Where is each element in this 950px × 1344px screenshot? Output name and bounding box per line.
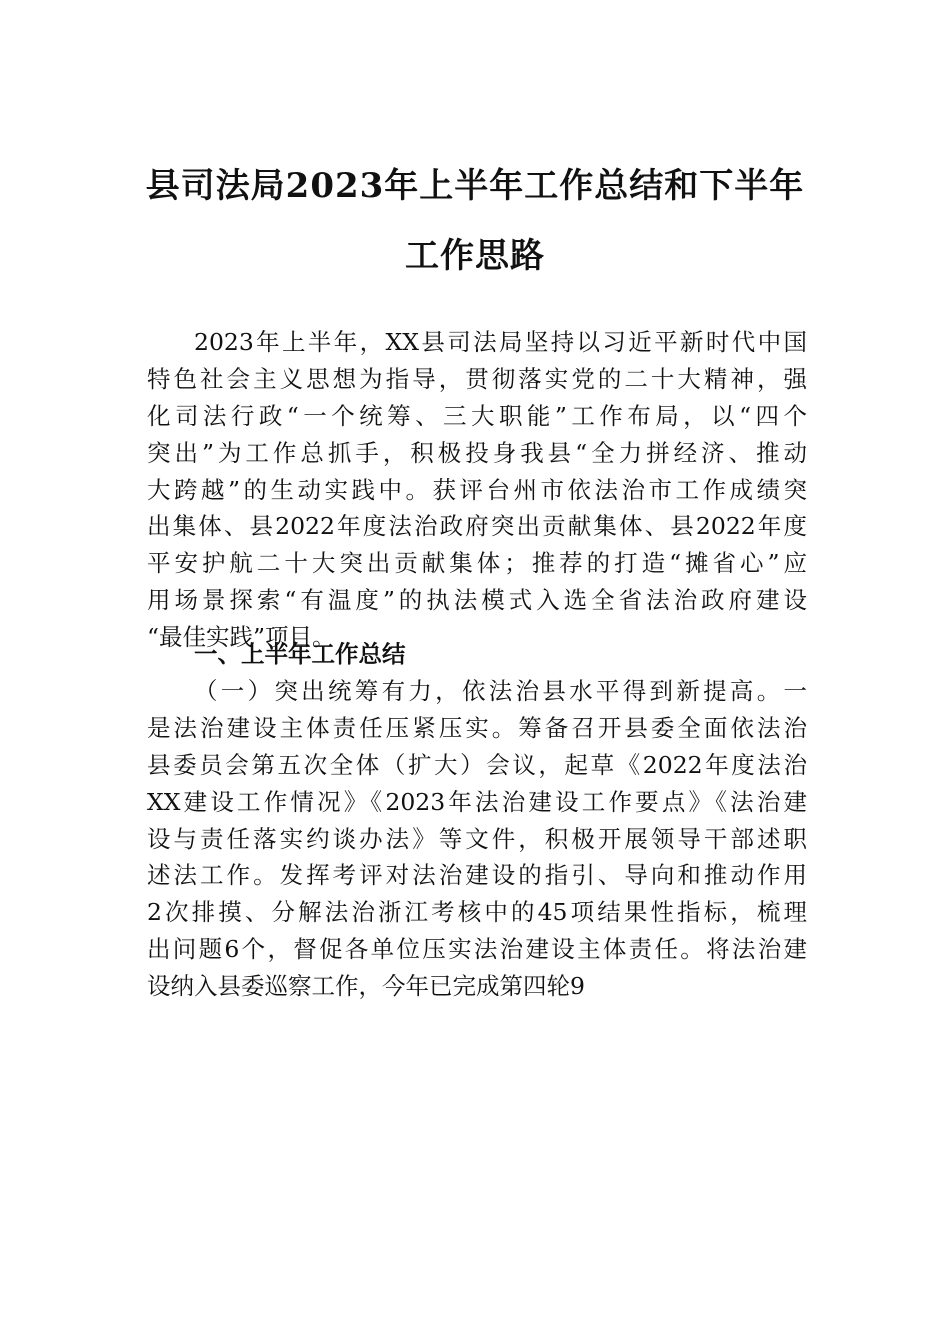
paragraph-line: 县委员会第五次全体（扩大）会议，起草《2022年度法治 [147, 750, 807, 779]
paragraph-line: 平安护航二十大突出贡献集体；推荐的打造“摊省心”应 [147, 549, 807, 578]
document-title-line-1: 县司法局2023年上半年工作总结和下半年 [145, 166, 805, 206]
document-title-line-2: 工作思路 [405, 236, 545, 276]
paragraph-line: “最佳实践”项目。 [147, 623, 336, 652]
paragraph-line: 特色社会主义思想为指导，贯彻落实党的二十大精神，强 [147, 364, 807, 393]
paragraph-line: （一）突出统筹有力，依法治县水平得到新提高。一 [194, 677, 807, 705]
paragraph-line: 2次排摸、分解法治浙江考核中的45项结果性指标，梳理 [147, 898, 807, 927]
paragraph-line: 出问题6个，督促各单位压实法治建设主体责任。将法治建 [147, 935, 807, 964]
paragraph-line: 设纳入县委巡察工作，今年已完成第四轮9 [147, 972, 585, 1001]
intro-paragraph [147, 324, 807, 656]
paragraph-line: 化司法行政“一个统筹、三大职能”工作布局，以“四个 [147, 401, 807, 430]
section-paragraph [147, 673, 807, 1005]
paragraph-line: 2023年上半年，XX县司法局坚持以习近平新时代中国 [194, 328, 807, 356]
section-heading: 一、上半年工作总结 [194, 640, 406, 668]
paragraph-line: 用场景探索“有温度”的执法模式入选全省法治政府建设 [147, 586, 807, 615]
paragraph-line: XX建设工作情况》《2023年法治建设工作要点》《法治建 [147, 787, 807, 816]
paragraph-line: 突出”为工作总抓手，积极投身我县“全力拼经济、推动 [147, 438, 807, 467]
section-heading-container [147, 636, 807, 673]
paragraph-line: 是法治建设主体责任压紧压实。筹备召开县委全面依法治 [147, 713, 807, 742]
paragraph-line: 述法工作。发挥考评对法治建设的指引、导向和推动作用 [147, 861, 807, 890]
paragraph-line: 大跨越”的生动实践中。获评台州市依法治市工作成绩突 [147, 475, 807, 504]
paragraph-line: 设与责任落实约谈办法》等文件，积极开展领导干部述职 [147, 824, 807, 853]
paragraph-line: 出集体、县2022年度法治政府突出贡献集体、县2022年度 [147, 512, 807, 541]
